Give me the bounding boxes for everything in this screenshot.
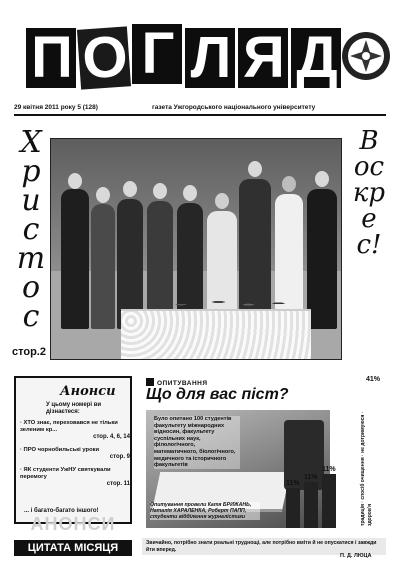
person-head: [68, 173, 82, 189]
square-bullet-icon: [146, 378, 154, 386]
announcements-watermark: АНОНСИ: [30, 514, 116, 534]
person-head: [248, 161, 262, 177]
newspaper-subtitle: газета Ужгородського національного університету: [152, 103, 316, 111]
bar-label: 11%: [322, 466, 336, 473]
announcements-title: Анонси: [60, 384, 116, 399]
person-head: [315, 171, 329, 187]
survey-bar: [286, 488, 300, 528]
masthead-letter: О: [77, 26, 131, 89]
quote-text: Звичайно, потрібно знати реальні труднощі, але потрібно вміти й не опускатися і завжди йти вперед.: [142, 538, 386, 555]
vertical-headline-left-text: Христос: [16, 125, 46, 334]
survey-headline[interactable]: Що для вас піст?: [146, 386, 289, 403]
announcement-page: стор. 9: [109, 454, 130, 460]
announcement-text: · ХТО знає, переховався не тільки зеленим кр...: [20, 420, 118, 433]
list-item[interactable]: [20, 467, 130, 488]
announcement-text: · ПРО чорнобильські уроки: [20, 447, 100, 453]
list-item[interactable]: [20, 420, 130, 441]
bar-label: 11%: [286, 480, 300, 487]
survey-bars: [286, 434, 350, 528]
masthead-letter: Л: [185, 28, 235, 88]
person-head: [123, 181, 137, 197]
vertical-headline-right: [352, 128, 386, 258]
announcement-page: стор. 11: [106, 481, 130, 487]
survey-percent: 41%: [366, 376, 381, 383]
person-figure: [91, 204, 115, 329]
masthead-letter: П: [26, 28, 76, 88]
survey-byline: Опитування провели Катя БРИЖАНЬ, Наталія ХАРАЛЕНКА, Роберт ПАПП, студенти відділення журналістики: [150, 502, 260, 520]
person-figure: [307, 189, 337, 329]
dateline: [14, 101, 384, 113]
announcements-footer: ... і багато-багато іншого!: [24, 508, 99, 514]
section-label: ОПИТУВАННЯ: [157, 380, 208, 387]
group-photo: [50, 138, 342, 360]
person-head: [215, 193, 229, 209]
table-cloth: [121, 309, 311, 359]
page-reference: стор.2: [12, 346, 46, 358]
masthead-letter: Я: [238, 28, 288, 88]
person-head: [153, 183, 167, 199]
survey-body: Було опитано 100 студентів факультету міжнародних відносин, факультету суспільних наук, філологічного, математичного, біологічного, медичного та історичного факультетів: [154, 416, 240, 469]
announcements-intro: У цьому номері ви дізнаєтеся:: [46, 402, 102, 415]
announcement-page: стор. 4, 6, 14: [93, 434, 130, 440]
person-head: [282, 176, 296, 192]
person-head: [183, 185, 197, 201]
survey-legend: традиція · спосіб очищення · не дотримуюся · здоров'я: [358, 404, 386, 528]
announcements-box: [14, 376, 132, 524]
announcements-list: [20, 420, 130, 494]
header-rule: [14, 114, 386, 116]
bar-label: 11%: [304, 474, 318, 481]
person-head: [96, 187, 110, 203]
masthead-letter: Д: [291, 28, 341, 88]
quote-author: П. Д. ЛЮЦА: [340, 553, 372, 559]
masthead: [10, 8, 340, 98]
masthead-title: [26, 21, 341, 92]
vertical-headline-left: [14, 125, 48, 334]
list-item[interactable]: [20, 447, 130, 461]
masthead-letter: Г: [132, 24, 182, 84]
announcement-text: · ЯК студенти УжНУ святкували перемогу: [20, 467, 111, 480]
person-figure: [61, 189, 89, 329]
vertical-headline-right-text: Воскрес!: [352, 126, 386, 260]
survey-bar: [322, 474, 336, 528]
issue-date: 29 квітня 2011 року 5 (128): [14, 103, 98, 111]
survey-article: [140, 374, 390, 534]
survey-bar: [304, 482, 318, 528]
university-emblem-icon: [340, 28, 392, 84]
quote-of-month-label: ЦИТАТА МІСЯЦЯ: [14, 540, 132, 556]
